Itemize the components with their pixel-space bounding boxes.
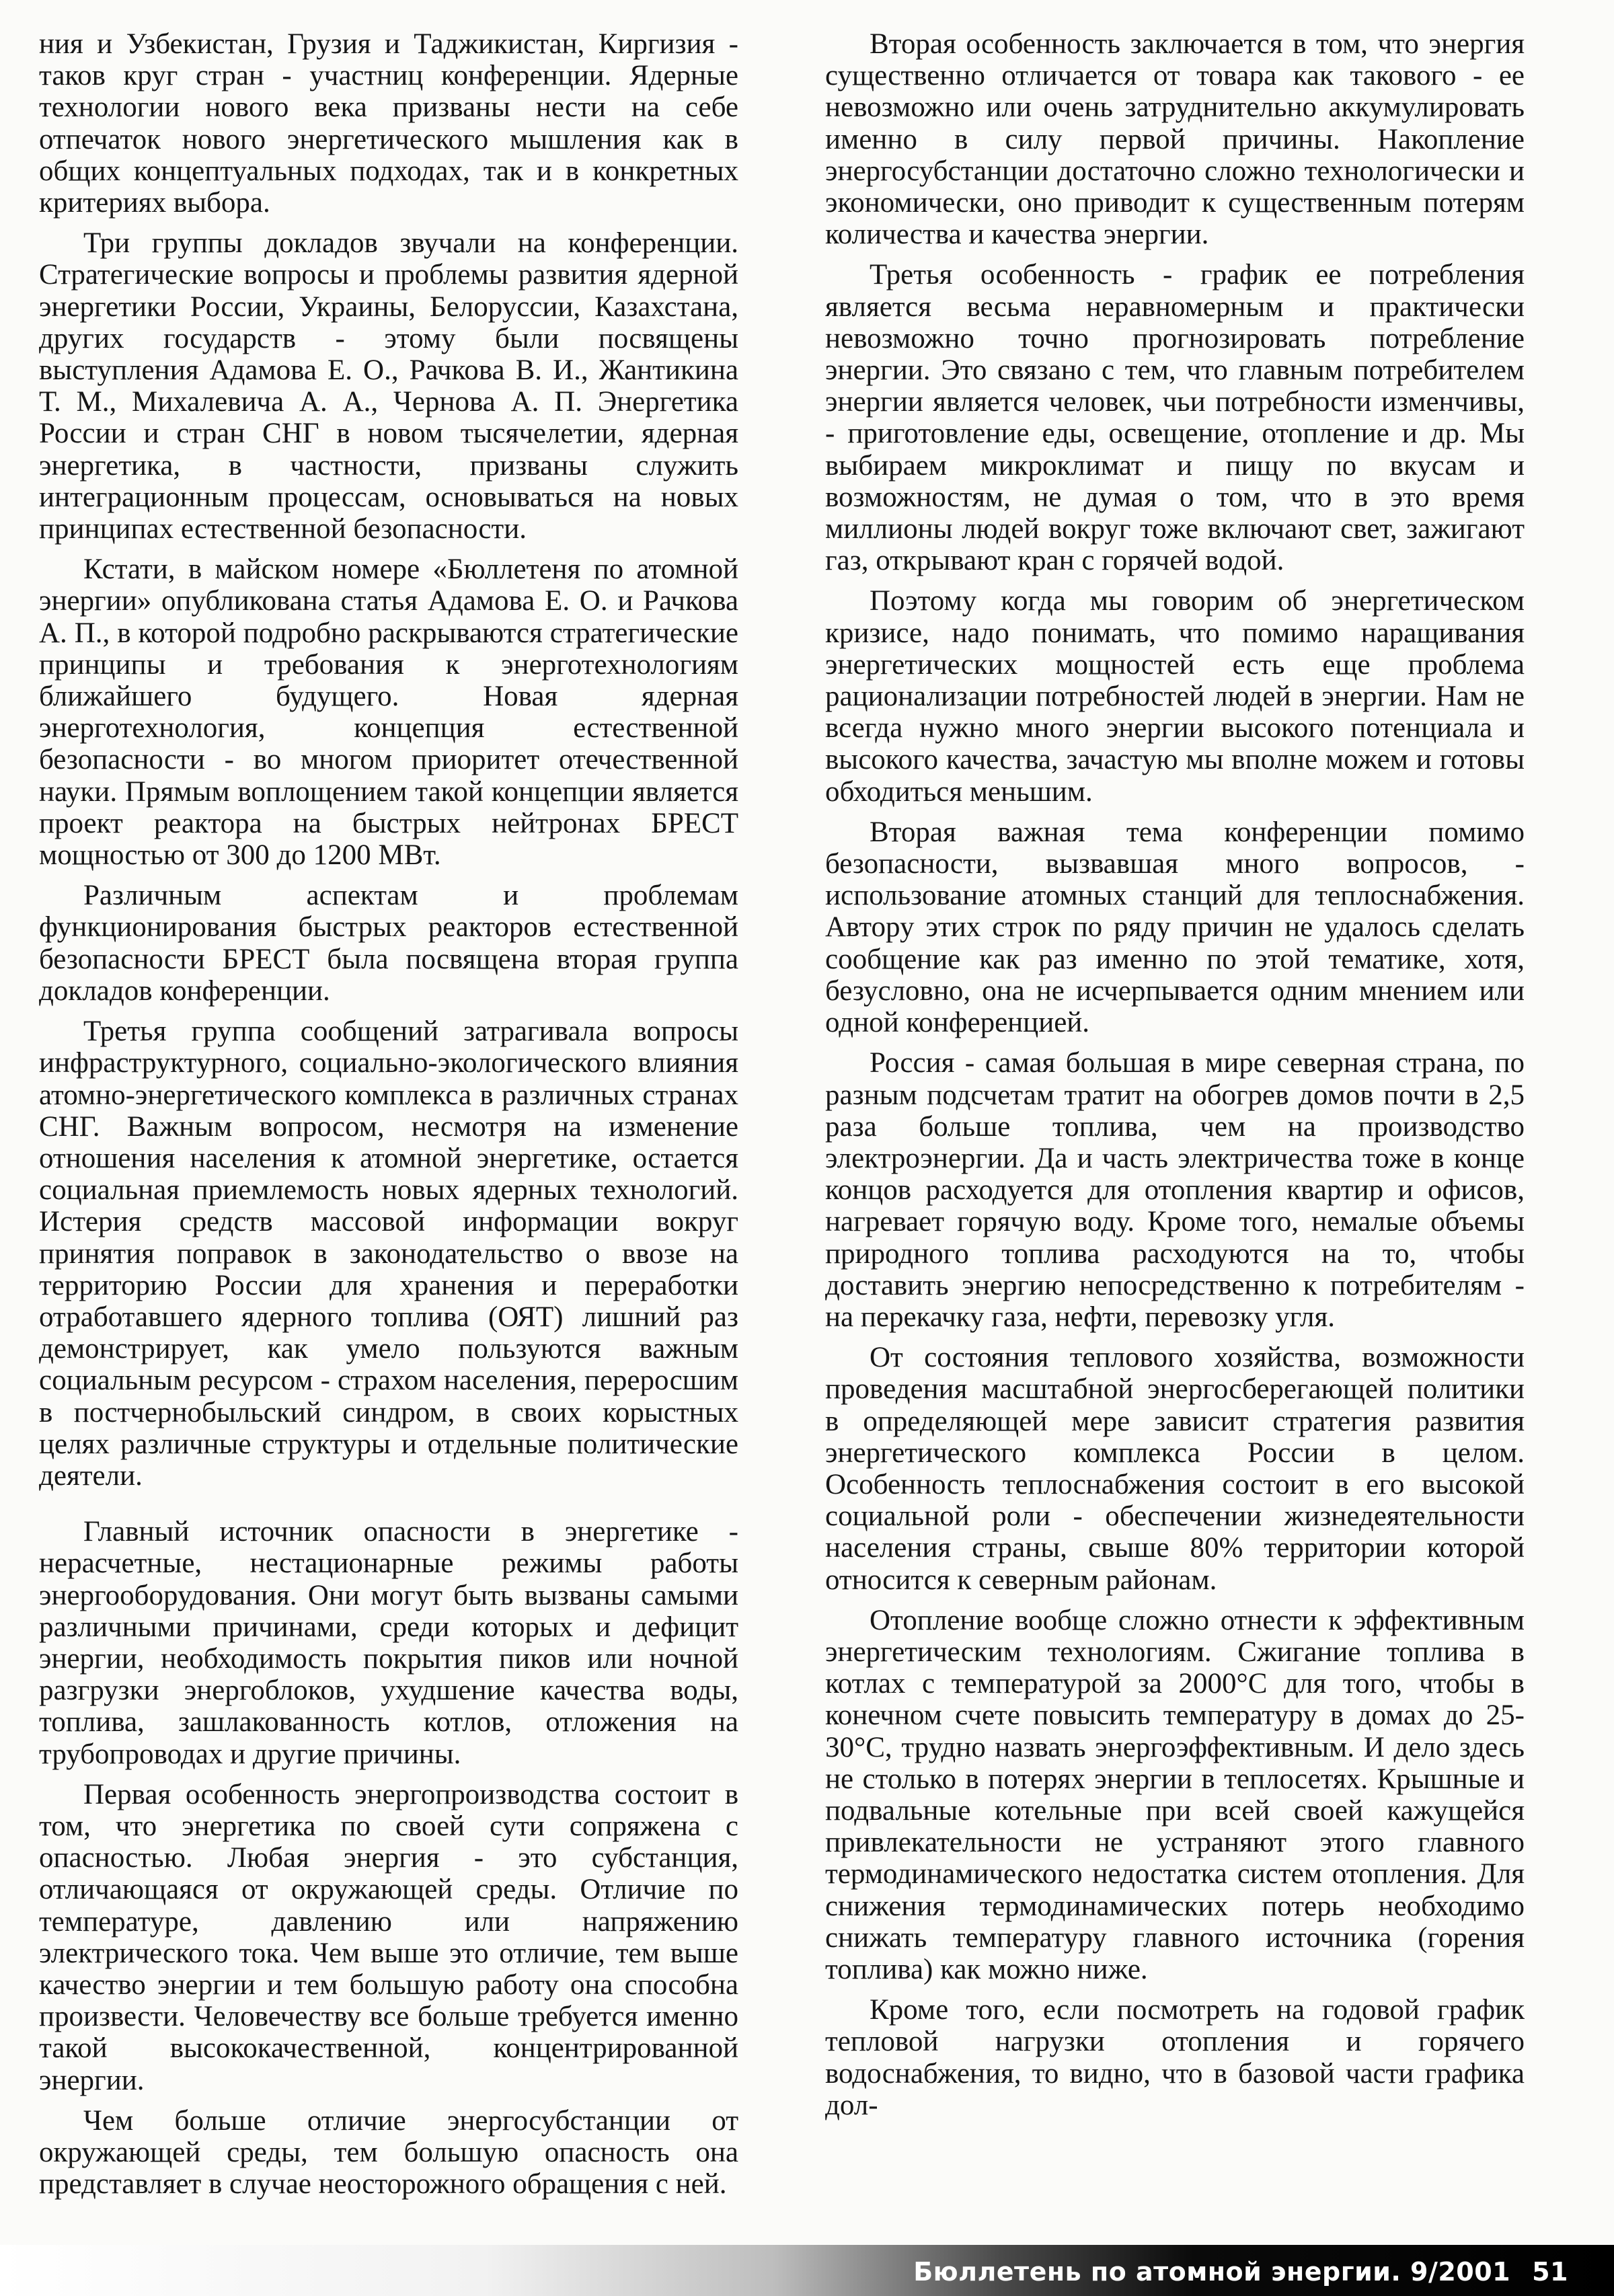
paragraph: Россия - самая большая в мире северная страна, по разным подсчетам тратит на обогрев домов почти в 2,5 раза больше топлива, чем на производство электроэнергии. Да и часть электричества тоже в конце концов расходуется для отопления квартир и офисов, нагревает горячую воду. Кроме того, немалые объемы природного топлива расходуются на то, чтобы доставить энергию непосредственно к потребителям - на перекачку газа, нефти, перевозку угля. [825, 1047, 1525, 1333]
paragraph: Отопление вообще сложно отнести к эффективным энергетическим технологиям. Сжигание топлива в котлах с температурой за 2000°С для того, чтобы в конечном счете повысить температуру в домах до 25-30°С, трудно назвать энергоэффективным. И дело здесь не столько в потерях энергии в теплосетях. Крышные и подвальные котельные при всей своей кажущейся привлекательности не устраняют этого главного термодинамического недостатка систем отопления. Для снижения термодинамических потерь необходимо снижать температуру главного источника (горения топлива) как можно ниже. [825, 1604, 1525, 1985]
page-number: 51 [1532, 2257, 1568, 2287]
paragraph: Вторая важная тема конференции помимо безопасности, вызвавшая много вопросов, - использование атомных станций для теплоснабжения. Автору этих строк по ряду причин не удалось сделать сообщение как раз именно по этой тематике, хотя, безусловно, она не исчерпывается одним мнением или одной конференцией. [825, 816, 1525, 1039]
page-footer [0, 2245, 1614, 2296]
paragraph: Первая особенность энергопроизводства состоит в том, что энергетика по своей сути сопряжена с опасностью. Любая энергия - это субстанция, отличающаяся от окружающей среды. Отличие по температуре, давлению или напряжению электрического тока. Чем выше это отличие, тем выше качество энергии и тем большую работу она способна произвести. Человечеству все больше требуется именно такой высококачественной, концентрированной энергии. [39, 1778, 738, 2096]
journal-title: Бюллетень по атомной энергии. 9/2001 [913, 2257, 1511, 2287]
paragraph: Три группы докладов звучали на конференции. Стратегические вопросы и проблемы развития ядерной энергетики России, Украины, Белоруссии, Казахстана, других государств - этому были посвящены выступления Адамова Е. О., Рачкова В. И., Жантикина Т. М., Михалевича А. А., Чернова А. П. Энергетика России и стран СНГ в новом тысячелетии, ядерная энергетика, в частности, призваны служить интеграционным процессам, основываться на новых принципах естественной безопасности. [39, 227, 738, 545]
paragraph: Главный источник опасности в энергетике - нерасчетные, нестационарные режимы работы энергооборудования. Они могут быть вызваны самыми различными причинами, среди которых и дефицит энергии, необходимость покрытия пиков или ночной разгрузки энергоблоков, ухудшение качества воды, топлива, зашлакованность котлов, отложения на трубопроводах и другие причины. [39, 1516, 738, 1770]
footer-text [913, 2257, 1568, 2287]
paragraph: ния и Узбекистан, Грузия и Таджикистан, Киргизия - таков круг стран - участниц конференции. Ядерные технологии нового века призваны нести на себе отпечаток нового энергетического мышления как в общих концептуальных подходах, так и в конкретных критериях выбора. [39, 28, 738, 219]
paragraph: Кстати, в майском номере «Бюллетеня по атомной энергии» опубликована статья Адамова Е. О. и Рачкова А. П., в которой подробно раскрываются стратегические принципы и требования к энерготехнологиям ближайшего будущего. Новая ядерная энерготехнология, концепция естественной безопасности - во многом приоритет отечественной науки. Прямым воплощением такой концепции является проект реактора на быстрых нейтронах БРЕСТ мощностью от 300 до 1200 МВт. [39, 553, 738, 872]
paragraph: Вторая особенность заключается в том, что энергия существенно отличается от товара как такового - ее невозможно или очень затруднительно аккумулировать именно в силу первой причины. Накопление энергосубстанции достаточно сложно технологически и экономически, оно приводит к существенным потерям количества и качества энергии. [825, 28, 1525, 251]
right-column [825, 28, 1525, 2130]
paragraph: Чем больше отличие энергосубстанции от окружающей среды, тем большую опасность она представляет в случае неосторожного обращения с ней. [39, 2104, 738, 2201]
paragraph: От состояния теплового хозяйства, возможности проведения масштабной энергосберегающей политики в определяющей мере зависит стратегия развития энергетического комплекса России в целом. Особенность теплоснабжения состоит в его высокой социальной роли - обеспечении жизнедеятельности населения страны, свыше 80% территории которой относится к северным районам. [825, 1342, 1525, 1596]
left-column [39, 28, 738, 2209]
paragraph: Различным аспектам и проблемам функционирования быстрых реакторов естественной безопасности БРЕСТ была посвящена вторая группа докладов конференции. [39, 880, 738, 1007]
paragraph: Третья группа сообщений затрагивала вопросы инфраструктурного, социально-экологического влияния атомно-энергетического комплекса в различных странах СНГ. Важным вопросом, несмотря на изменение отношения населения к атомной энергетике, остается социальная приемлемость новых ядерных технологий. Истерия средств массовой информации вокруг принятия поправок в законодательство о ввозе на территорию России для хранения и переработки отработавшего ядерного топлива (ОЯТ) лишний раз демонстрирует, как умело пользуются важным социальным ресурсом - страхом населения, переросшим в постчернобыльский синдром, в своих корыстных целях различные структуры и отдельные политические деятели. [39, 1016, 738, 1492]
paragraph: Третья особенность - график ее потребления является весьма неравномерным и практически невозможно точно прогнозировать потребление энергии. Это связано с тем, что главным потребителем энергии является человек, чьи потребности изменчивы, - приготовление еды, освещение, отопление и др. Мы выбираем микроклимат и пищу по вкусам и возможностям, не думая о том, что в это время миллионы людей вокруг тоже включают свет, зажигают газ, открывают кран с горячей водой. [825, 259, 1525, 577]
paragraph: Кроме того, если посмотреть на годовой график тепловой нагрузки отопления и горячего водоснабжения, то видно, что в базовой части графика дол- [825, 1994, 1525, 2121]
paragraph: Поэтому когда мы говорим об энергетическом кризисе, надо понимать, что помимо наращивания энергетических мощностей есть еще проблема рационализации потребностей людей в энергии. Нам не всегда нужно много энергии высокого потенциала и высокого качества, зачастую мы вполне можем и готовы обходиться меньшим. [825, 585, 1525, 808]
